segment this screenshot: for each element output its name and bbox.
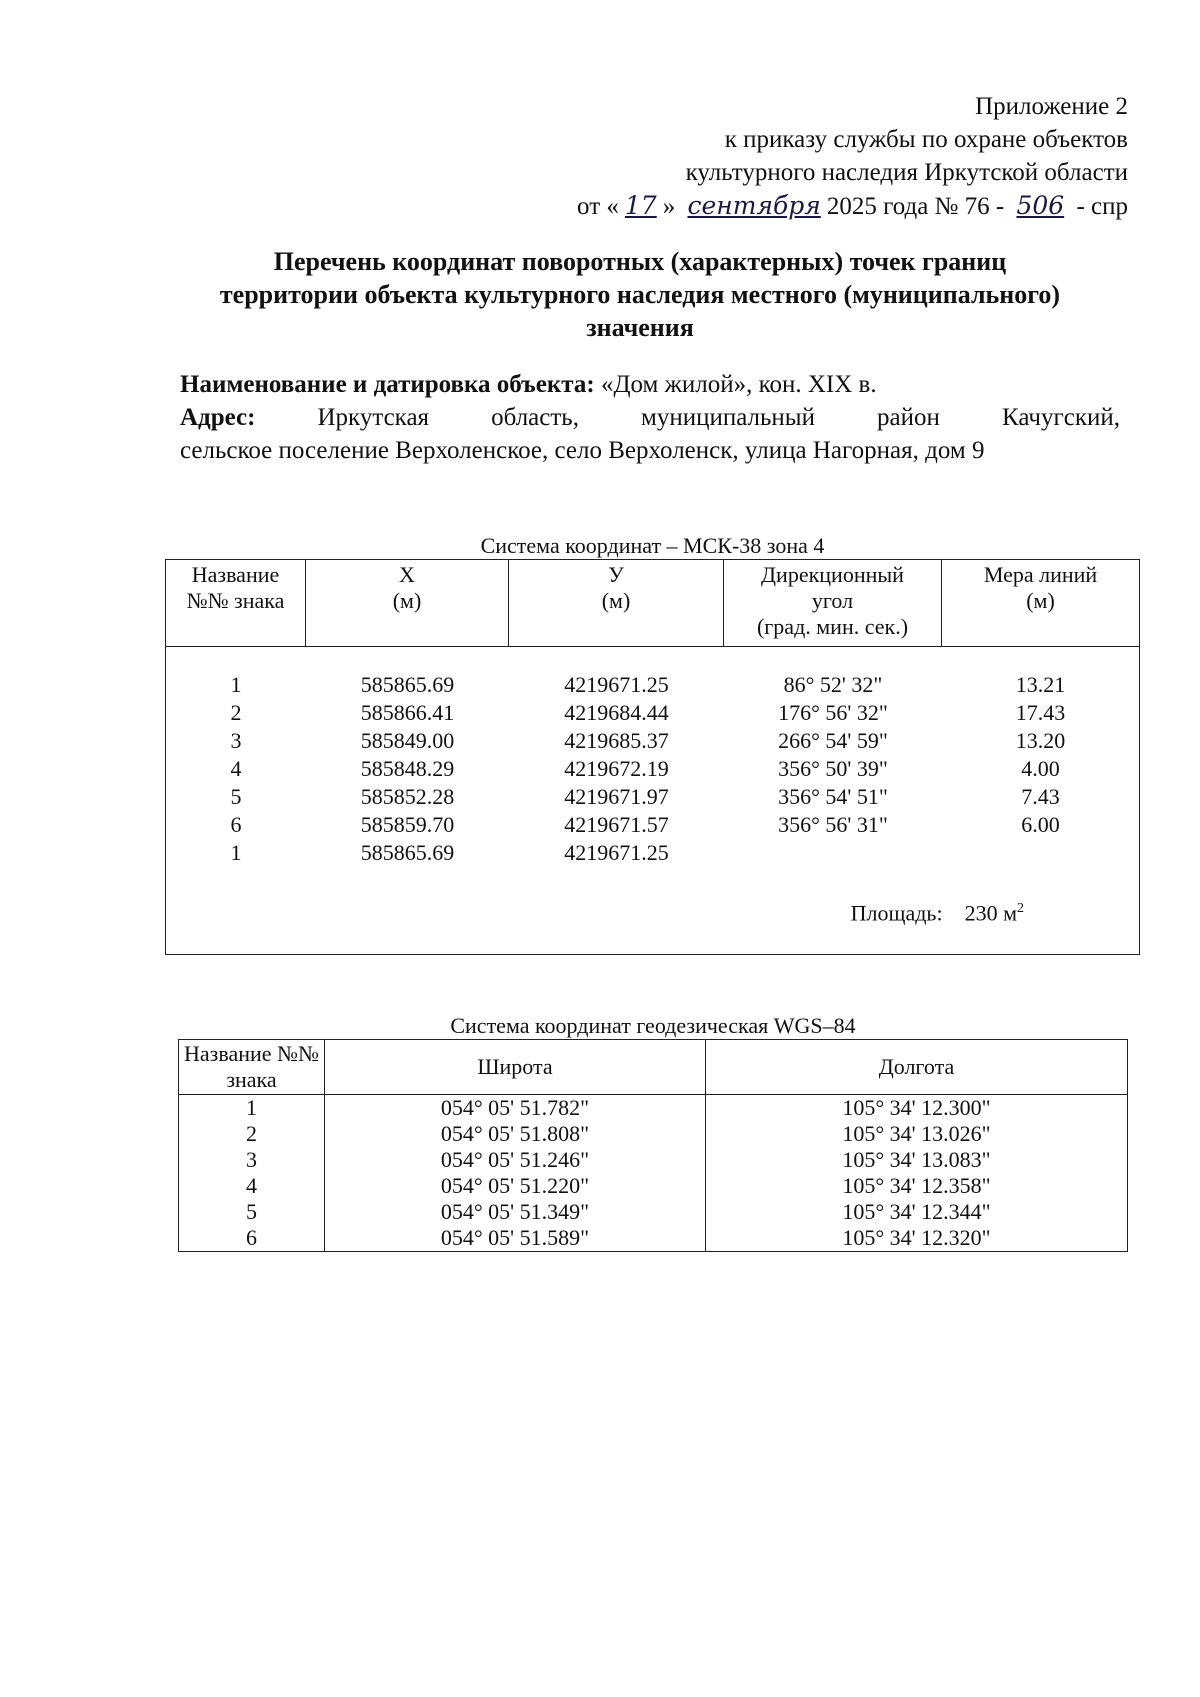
object-address-line-2: сельское поселение Верхоленское, село Верхоленск, улица Нагорная, дом 9 bbox=[180, 437, 985, 464]
table-cell: 1 bbox=[230, 672, 242, 697]
table2-header-latitude: Широта bbox=[325, 1040, 706, 1095]
table-cell: 4219671.57 bbox=[564, 812, 669, 837]
table1-caption: Система координат – МСК-38 зона 4 bbox=[480, 533, 825, 558]
table-row bbox=[166, 755, 1139, 783]
table-cell: 585849.00 bbox=[360, 728, 455, 753]
table-cell: 585865.69 bbox=[360, 840, 455, 865]
address-label: Адрес: bbox=[180, 404, 256, 431]
table-cell: 054° 05' 51.246" bbox=[325, 1147, 706, 1173]
table-cell: 105° 34' 12.358" bbox=[706, 1173, 1128, 1199]
table-row bbox=[179, 1199, 1128, 1225]
table-cell: 105° 34' 13.026" bbox=[706, 1121, 1128, 1147]
table-cell: 17.43 bbox=[1015, 700, 1066, 725]
table-row bbox=[179, 1095, 1128, 1122]
date-prefix: от « bbox=[577, 193, 619, 220]
object-name-value: «Дом жилой», кон. XIX в. bbox=[600, 371, 877, 398]
table-cell: 4219671.25 bbox=[564, 672, 669, 697]
date-close: » bbox=[662, 193, 676, 220]
table-cell: 585852.28 bbox=[360, 784, 455, 809]
table-row bbox=[179, 1121, 1128, 1147]
table-cell: 86° 52' 32" bbox=[783, 672, 883, 697]
table-row bbox=[166, 839, 1139, 867]
address-word: муниципальный bbox=[641, 404, 815, 431]
header-text: У bbox=[608, 562, 624, 587]
table-row bbox=[179, 1147, 1128, 1173]
table-cell: 054° 05' 51.589" bbox=[325, 1225, 706, 1252]
table-cell: 4219671.97 bbox=[564, 784, 669, 809]
table-cell: 4219672.19 bbox=[564, 756, 669, 781]
handwritten-month: сентября bbox=[687, 191, 821, 220]
order-suffix: - спр bbox=[1076, 193, 1128, 220]
header-text: (м) bbox=[601, 588, 631, 613]
order-year: 2025 года № 76 - bbox=[826, 193, 1005, 220]
table-cell: 585865.69 bbox=[360, 672, 455, 697]
area-label: Площадь: bbox=[850, 900, 943, 926]
header-text: №№ знака bbox=[186, 588, 285, 613]
table-cell: 2 bbox=[179, 1121, 325, 1147]
object-address-line-1 bbox=[180, 401, 1120, 434]
msk38-coordinates-table bbox=[165, 559, 1140, 955]
table-cell: 13.21 bbox=[1015, 672, 1066, 697]
object-name-label: Наименование и датировка объекта: bbox=[180, 371, 595, 398]
table-row bbox=[166, 699, 1139, 727]
title-line-3: значения bbox=[586, 313, 694, 342]
table-row bbox=[166, 783, 1139, 811]
table-cell: 054° 05' 51.782" bbox=[325, 1095, 706, 1122]
appendix-label: Приложение 2 bbox=[975, 93, 1128, 120]
title-line-2: территории объекта культурного наследия местного (муниципального) bbox=[219, 280, 1061, 309]
handwritten-number: 506 bbox=[1016, 191, 1065, 220]
table1-header-angle bbox=[724, 560, 942, 646]
table-cell: 13.20 bbox=[1015, 728, 1066, 753]
header-text: X bbox=[399, 562, 415, 587]
table1-header-y bbox=[509, 560, 724, 646]
table2-header-point: Название №№ знака bbox=[179, 1040, 325, 1095]
header-text: Мера линий bbox=[983, 562, 1098, 587]
table-cell: 4219671.25 bbox=[564, 840, 669, 865]
table-cell: 176° 56' 32" bbox=[778, 700, 888, 725]
table-cell: 2 bbox=[230, 700, 242, 725]
table-cell: 105° 34' 13.083" bbox=[706, 1147, 1128, 1173]
object-name bbox=[180, 368, 1120, 401]
header-text: угол bbox=[811, 588, 854, 613]
table-cell: 054° 05' 51.349" bbox=[325, 1199, 706, 1225]
table-row bbox=[166, 727, 1139, 755]
order-authority: культурного наследия Иркутской области bbox=[685, 159, 1128, 186]
area-total bbox=[851, 895, 1024, 927]
handwritten-day: 17 bbox=[624, 191, 657, 220]
table-row bbox=[166, 811, 1139, 839]
address-word: область, bbox=[491, 404, 579, 431]
table-cell: 7.43 bbox=[1021, 784, 1060, 809]
table-cell: 266° 54' 59" bbox=[778, 728, 888, 753]
table-cell: 4.00 bbox=[1021, 756, 1060, 781]
table-cell: 3 bbox=[230, 728, 242, 753]
table-row bbox=[166, 671, 1139, 699]
document-title bbox=[150, 245, 1130, 344]
table2-header-row bbox=[179, 1040, 1128, 1095]
address-word: район bbox=[877, 404, 940, 431]
table1-header-point bbox=[166, 560, 306, 646]
header-text: Дирекционный bbox=[761, 562, 904, 587]
table-cell: 5 bbox=[179, 1199, 325, 1225]
table-cell: 105° 34' 12.344" bbox=[706, 1199, 1128, 1225]
table-cell: 105° 34' 12.300" bbox=[706, 1095, 1128, 1122]
table-cell: 6 bbox=[230, 812, 242, 837]
table-cell: 4 bbox=[230, 756, 242, 781]
table-cell: 5 bbox=[230, 784, 242, 809]
table-cell: 585866.41 bbox=[360, 700, 455, 725]
table1-header-row bbox=[166, 560, 1139, 647]
header-text: (град. мин. сек.) bbox=[756, 614, 909, 639]
table2-header-longitude: Долгота bbox=[706, 1040, 1128, 1095]
table2-caption: Система координат геодезическая WGS–84 bbox=[450, 1013, 856, 1038]
table-cell: 4219684.44 bbox=[564, 700, 669, 725]
wgs84-coordinates-table bbox=[178, 1039, 1128, 1252]
table-row bbox=[179, 1173, 1128, 1199]
header-text: Название bbox=[191, 562, 280, 587]
table-cell: 054° 05' 51.808" bbox=[325, 1121, 706, 1147]
table-cell: 356° 50' 39" bbox=[778, 756, 888, 781]
table-cell: 054° 05' 51.220" bbox=[325, 1173, 706, 1199]
address-word: Качугский, bbox=[1001, 404, 1120, 431]
order-date-number bbox=[577, 189, 1128, 223]
area-unit-sup: 2 bbox=[1017, 901, 1024, 916]
header-text: (м) bbox=[392, 588, 422, 613]
table-cell: 356° 56' 31" bbox=[778, 812, 888, 837]
table-cell: 6 bbox=[179, 1225, 325, 1252]
table-cell: 356° 54' 51" bbox=[778, 784, 888, 809]
title-line-1: Перечень координат поворотных (характерных) точек границ bbox=[273, 247, 1007, 276]
table-cell: 4219685.37 bbox=[564, 728, 669, 753]
table-cell: 6.00 bbox=[1021, 812, 1060, 837]
table-cell: 585859.70 bbox=[360, 812, 455, 837]
table-cell: 3 bbox=[179, 1147, 325, 1173]
table-row bbox=[179, 1225, 1128, 1252]
table-cell: 105° 34' 12.320" bbox=[706, 1225, 1128, 1252]
table1-header-length bbox=[942, 560, 1139, 646]
table-cell: 585848.29 bbox=[360, 756, 455, 781]
table1-header-x bbox=[306, 560, 509, 646]
table-cell: 1 bbox=[230, 840, 242, 865]
order-reference: к приказу службы по охране объектов bbox=[724, 126, 1128, 153]
header-text: (м) bbox=[1026, 588, 1055, 613]
table-cell: 1 bbox=[179, 1095, 325, 1122]
area-value: 230 м bbox=[964, 900, 1017, 926]
address-word: Иркутская bbox=[317, 404, 430, 431]
table-cell: 4 bbox=[179, 1173, 325, 1199]
